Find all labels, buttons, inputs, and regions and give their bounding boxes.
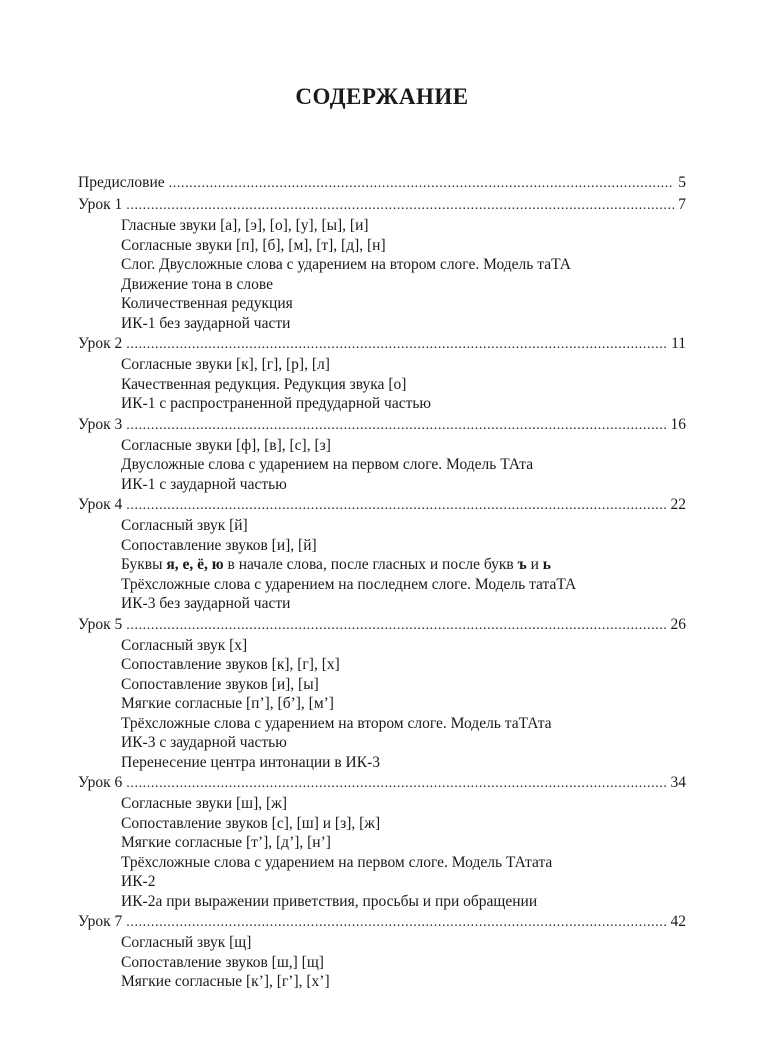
toc-subitem: ИК-3 с заударной частью	[121, 734, 287, 751]
toc-subitem: Перенесение центра интонации в ИК-3	[121, 753, 380, 771]
toc-entry-label: Урок 2	[78, 335, 123, 352]
toc-entry-lesson-5[interactable]	[78, 614, 686, 636]
toc-subitem: Количественная редукция	[121, 295, 293, 312]
toc-subitem: Мягкие согласные [п’], [б’], [м’]	[121, 695, 334, 712]
toc-subitem: ИК-1 без заударной части	[121, 314, 291, 332]
toc-entry-label: Урок 4	[78, 496, 123, 513]
toc-page-number: 5	[678, 174, 686, 191]
toc-subitem: Согласные звуки [ф], [в], [с], [з]	[121, 436, 331, 454]
toc-subitem: Согласный звук [щ]	[121, 934, 252, 951]
toc-subitem: Буквы я, е, ё, ю в начале слова, после гласных и после букв ъ и ь	[121, 556, 551, 573]
toc-entry-label: Урок 5	[78, 615, 123, 633]
toc-subitem: ИК-1 с распространенной предударной частью	[121, 395, 432, 412]
toc-subitem: Сопоставление звуков [с], [ш] и [з], [ж]	[121, 814, 381, 832]
toc-subitem: Сопоставление звуков [ш,] [щ]	[121, 953, 324, 971]
toc-page-number: 26	[670, 615, 686, 633]
toc-subitem: Трёхсложные слова с ударением на первом слоге. Модель ТАтата	[121, 853, 553, 871]
toc-page-number: 34	[670, 774, 686, 791]
toc-subitem: Трёхсложные слова с ударением на последнем слоге. Модель татаТА	[121, 575, 577, 593]
page-title: СОДЕРЖАНИЕ	[295, 84, 469, 109]
toc-subitem: Слог. Двусложные слова с ударением на втором слоге. Модель таТА	[121, 256, 571, 273]
toc-subitem: Согласный звук [й]	[121, 517, 248, 534]
toc-entry-lesson-7[interactable]	[78, 911, 686, 933]
toc-page-number: 7	[678, 196, 686, 213]
toc-entry-lesson-1[interactable]	[78, 194, 686, 216]
toc-subitem: Движение тона в слове	[121, 275, 273, 293]
toc-subitem: Двусложные слова с ударением на первом слоге. Модель ТАта	[121, 456, 534, 473]
toc-subitem: Трёхсложные слова с ударением на втором слоге. Модель таТАта	[121, 714, 552, 732]
toc-subitem: Согласные звуки [ш], [ж]	[121, 795, 288, 812]
toc-page-number: 11	[671, 335, 686, 352]
toc-subitem: Сопоставление звуков [и], [й]	[121, 536, 317, 554]
toc-subitem: ИК-2	[121, 873, 156, 890]
toc-entry-lesson-4[interactable]	[78, 494, 686, 516]
toc-page-number: 16	[670, 415, 686, 433]
toc-page-number: 42	[670, 913, 686, 930]
dot-leader	[126, 615, 666, 637]
toc-entry-lesson-3[interactable]	[78, 414, 686, 436]
dot-leader	[126, 773, 666, 795]
toc-subitem: Мягкие согласные [т’], [д’], [н’]	[121, 834, 331, 851]
toc-subitem: Согласный звук [х]	[121, 636, 248, 654]
toc-entry-label: Урок 6	[78, 774, 123, 791]
dot-leader	[126, 912, 666, 934]
toc-subitem: ИК-1 с заударной частью	[121, 475, 287, 493]
toc-subitem: ИК-2а при выражении приветствия, просьбы и при обращении	[121, 892, 538, 910]
toc-subitem: Гласные звуки [а], [э], [о], [у], [ы], [и]	[121, 217, 369, 234]
toc-entry-lesson-2[interactable]	[78, 333, 686, 355]
toc-subitem: Согласные звуки [п], [б], [м], [т], [д], [н]	[121, 236, 386, 254]
dot-leader	[126, 415, 666, 437]
toc-subitem: Сопоставление звуков [к], [г], [х]	[121, 656, 340, 673]
dot-leader	[126, 334, 667, 356]
toc-page-number: 22	[670, 496, 686, 513]
toc-entry-label: Урок 7	[78, 913, 123, 930]
toc-subitem: Согласные звуки [к], [г], [р], [л]	[121, 356, 330, 373]
table-of-contents	[78, 172, 686, 992]
toc-subitem: Качественная редукция. Редукция звука [о]	[121, 375, 407, 393]
toc-subitem: ИК-3 без заударной части	[121, 595, 291, 612]
toc-entry-label: Предисловие	[78, 174, 165, 191]
toc-entry-label: Урок 3	[78, 415, 123, 433]
dot-leader	[126, 495, 666, 517]
toc-subitem: Мягкие согласные [к’], [г’], [х’]	[121, 973, 330, 990]
toc-subitem: Сопоставление звуков [и], [ы]	[121, 675, 319, 693]
toc-entry-label: Урок 1	[78, 196, 123, 213]
toc-entry-preface[interactable]	[78, 172, 686, 194]
dot-leader	[169, 173, 675, 195]
toc-entry-lesson-6[interactable]	[78, 772, 686, 794]
dot-leader	[126, 195, 674, 217]
